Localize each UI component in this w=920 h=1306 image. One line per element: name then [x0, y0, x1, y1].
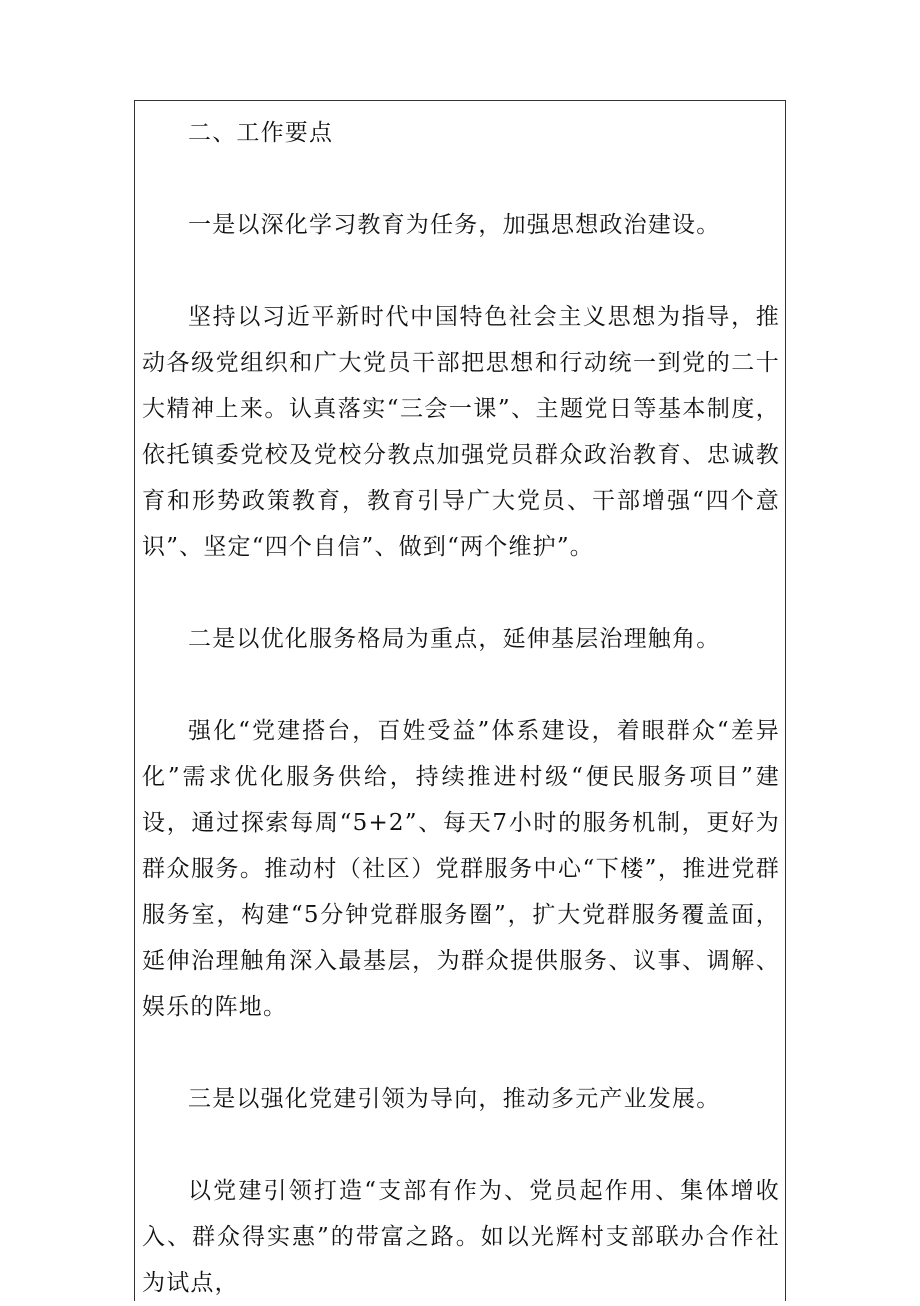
spacer [142, 570, 780, 616]
spacer [142, 1030, 780, 1076]
spacer [142, 156, 780, 202]
spacer [142, 1122, 780, 1168]
point-3-body: 以党建引领打造“支部有作为、党员起作用、集体增收入、群众得实惠”的带富之路。如以光辉村支部联办合作社为试点， [142, 1178, 780, 1296]
point-3-heading: 三是以强化党建引领为导向，推动多元产业发展。 [188, 1086, 721, 1112]
document-body [142, 110, 780, 1306]
spacer [142, 662, 780, 708]
point-2-body: 强化“党建搭台，百姓受益”体系建设，着眼群众“差异化”需求优化服务供给，持续推进村级“便民服务项目”建设，通过探索每周“5+2”、每天7小时的服务机制，更好为群众服务。推动村（社区）党群服务中心“下楼”，推进党群服务室，构建“5分钟党群服务圈”，扩大党群服务覆盖面，延伸治理触角深入最基层，为群众提供服务、议事、调解、娱乐的阵地。 [142, 718, 780, 1020]
spacer [142, 248, 780, 294]
point-2-heading: 二是以优化服务格局为重点，延伸基层治理触角。 [188, 626, 721, 652]
point-1-body: 坚持以习近平新时代中国特色社会主义思想为指导，推动各级党组织和广大党员干部把思想和行动统一到党的二十大精神上来。认真落实“三会一课”、主题党日等基本制度，依托镇委党校及党校分教点加强党员群众政治教育、忠诚教育和形势政策教育，教育引导广大党员、干部增强“四个意识”、坚定“四个自信”、做到“两个维护”。 [142, 304, 780, 560]
point-1-heading: 一是以深化学习教育为任务，加强思想政治建设。 [188, 212, 721, 238]
section-title: 二、工作要点 [188, 120, 334, 146]
